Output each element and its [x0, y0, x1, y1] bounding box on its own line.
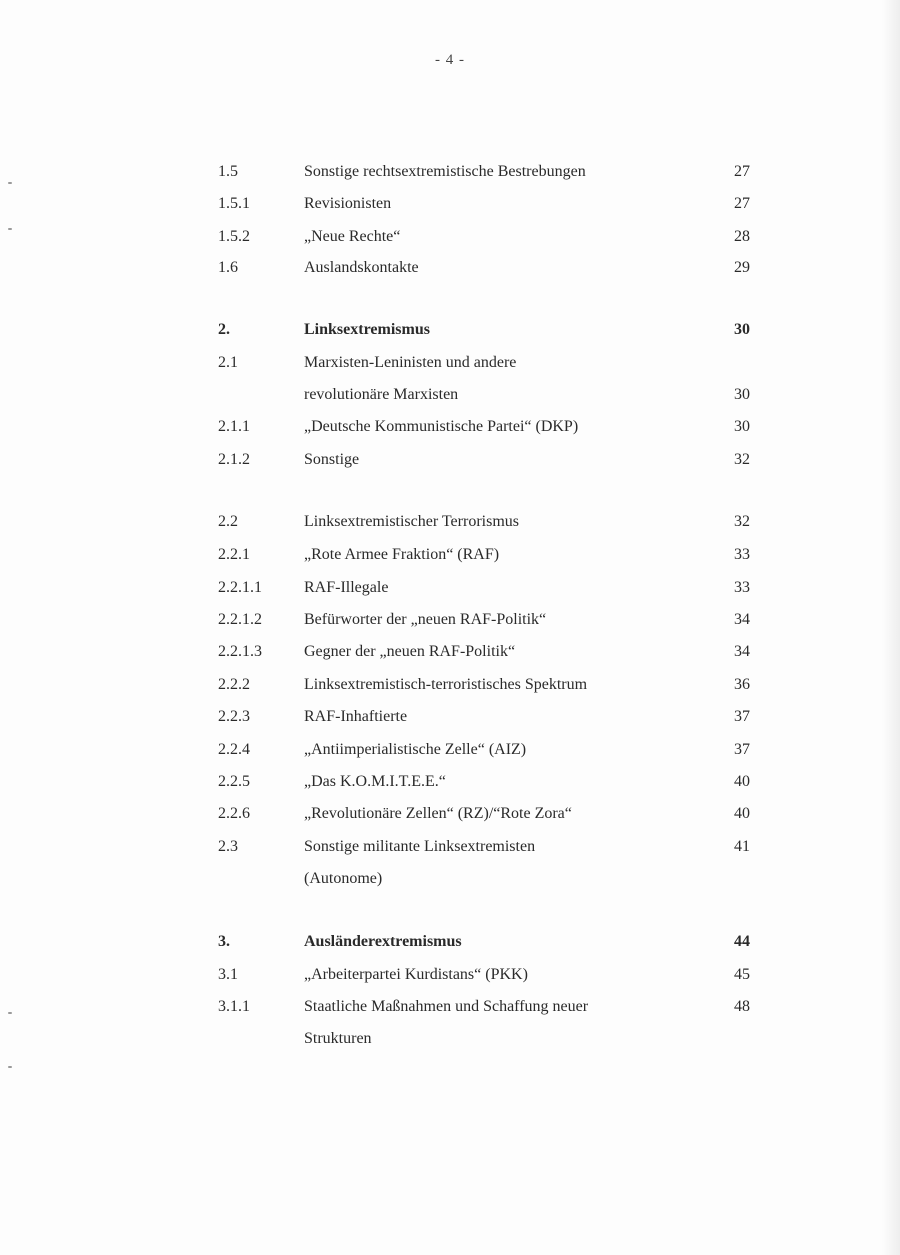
toc-entry-title: Strukturen [304, 1030, 372, 1047]
toc-entry-page: 30 [734, 321, 750, 338]
toc-entry-number: 1.5 [218, 163, 238, 180]
toc-entry-page: 33 [734, 579, 750, 596]
toc-entry-number: 1.6 [218, 259, 238, 276]
toc-entry-title: Befürworter der „neuen RAF-Politik“ [304, 611, 547, 628]
toc-entry-title: Sonstige [304, 451, 360, 468]
toc-entry-title: RAF-Inhaftierte [304, 708, 408, 725]
toc-entry-number: 2.2.5 [218, 773, 250, 790]
toc-entry-page: 44 [734, 933, 750, 950]
toc-entry-number: 1.5.1 [218, 195, 250, 212]
toc-entry-title: Gegner der „neuen RAF-Politik“ [304, 643, 516, 660]
toc-entry [0, 576, 900, 600]
toc-entry-title: (Autonome) [304, 870, 383, 887]
toc-entry-title: „Das K.O.M.I.T.E.E.“ [304, 773, 446, 790]
toc-entry-number: 2.3 [218, 838, 238, 855]
toc-entry-page: 37 [734, 708, 750, 725]
toc-entry-number: 2.2.1 [218, 546, 250, 563]
toc-entry-title: „Rote Armee Fraktion“ (RAF) [304, 546, 500, 563]
toc-entry [0, 802, 900, 826]
toc-entry [0, 867, 900, 891]
toc-entry-number: 2. [218, 321, 230, 338]
toc-entry-number: 2.1.1 [218, 418, 250, 435]
toc-entry [0, 608, 900, 632]
toc-entry-title: revolutionäre Marxisten [304, 386, 459, 403]
toc-entry-page: 30 [734, 418, 750, 435]
toc-entry [0, 383, 900, 407]
toc-entry [0, 673, 900, 697]
toc-entry [0, 1027, 900, 1051]
toc-entry-page: 34 [734, 611, 750, 628]
toc-entry-title: Revisionisten [304, 195, 392, 212]
toc-entry-page: 32 [734, 451, 750, 468]
toc-entry-number: 3. [218, 933, 230, 950]
toc-entry-page: 29 [734, 259, 750, 276]
scan-speck [8, 1066, 12, 1068]
toc-entry-number: 2.1 [218, 354, 238, 371]
toc-entry-number: 2.2.1.3 [218, 643, 262, 660]
toc-entry [0, 705, 900, 729]
toc-entry-number: 3.1.1 [218, 998, 250, 1015]
toc-entry-title: Auslandskontakte [304, 259, 419, 276]
toc-entry-title: Ausländerextremismus [304, 933, 462, 950]
toc-entry-page: 40 [734, 773, 750, 790]
toc-entry [0, 770, 900, 794]
toc-entry [0, 160, 900, 184]
toc-entry [0, 225, 900, 249]
toc-entry-title: Marxisten-Leninisten und andere [304, 354, 517, 371]
toc-entry-number: 2.2.2 [218, 676, 250, 693]
toc-entry-number: 2.2.6 [218, 805, 250, 822]
toc-entry-page: 37 [734, 741, 750, 758]
toc-entry-page: 27 [734, 163, 750, 180]
toc-entry-page: 41 [734, 838, 750, 855]
toc-entry-number: 2.2 [218, 513, 238, 530]
toc-entry-title: Sonstige rechtsextremistische Bestrebungen [304, 163, 586, 180]
toc-entry-number: 3.1 [218, 966, 238, 983]
toc-entry [0, 510, 900, 534]
toc-entry-page: 33 [734, 546, 750, 563]
toc-entry [0, 640, 900, 664]
toc-entry [0, 192, 900, 216]
toc-entry [0, 256, 900, 280]
toc-entry-number: 1.5.2 [218, 228, 250, 245]
toc-entry-title: RAF-Illegale [304, 579, 389, 596]
toc-entry [0, 318, 900, 342]
toc-entry-number: 2.2.1.1 [218, 579, 262, 596]
toc-entry [0, 835, 900, 859]
toc-entry-title: „Arbeiterpartei Kurdistans“ (PKK) [304, 966, 528, 983]
toc-entry-title: Staatliche Maßnahmen und Schaffung neuer [304, 998, 589, 1015]
toc-entry-title: Linksextremismus [304, 321, 430, 338]
toc-entry-title: „Revolutionäre Zellen“ (RZ)/“Rote Zora“ [304, 805, 572, 822]
toc-entry-title: „Neue Rechte“ [304, 228, 401, 245]
toc-entry-number: 2.2.1.2 [218, 611, 262, 628]
toc-entry-page: 28 [734, 228, 750, 245]
toc-entry [0, 963, 900, 987]
toc-entry-title: „Deutsche Kommunistische Partei“ (DKP) [304, 418, 579, 435]
toc-entry-number: 2.1.2 [218, 451, 250, 468]
toc-entry-page: 48 [734, 998, 750, 1015]
toc-entry-title: „Antiimperialistische Zelle“ (AIZ) [304, 741, 527, 758]
toc-entry-page: 34 [734, 643, 750, 660]
toc-entry [0, 930, 900, 954]
toc-entry-title: Sonstige militante Linksextremisten [304, 838, 536, 855]
toc-entry-title: Linksextremistisch-terroristisches Spektrum [304, 676, 588, 693]
toc-entry-page: 36 [734, 676, 750, 693]
toc-entry-page: 32 [734, 513, 750, 530]
toc-entry [0, 415, 900, 439]
toc-entry [0, 543, 900, 567]
toc-entry-page: 27 [734, 195, 750, 212]
toc-entry [0, 738, 900, 762]
toc-entry-page: 30 [734, 386, 750, 403]
toc-entry-number: 2.2.4 [218, 741, 250, 758]
toc-entry [0, 351, 900, 375]
toc-entry-number: 2.2.3 [218, 708, 250, 725]
page-number: - 4 - [435, 52, 465, 68]
toc-entry-page: 40 [734, 805, 750, 822]
toc-entry [0, 995, 900, 1019]
toc-entry-page: 45 [734, 966, 750, 983]
toc-entry [0, 448, 900, 472]
toc-entry-title: Linksextremistischer Terrorismus [304, 513, 519, 530]
